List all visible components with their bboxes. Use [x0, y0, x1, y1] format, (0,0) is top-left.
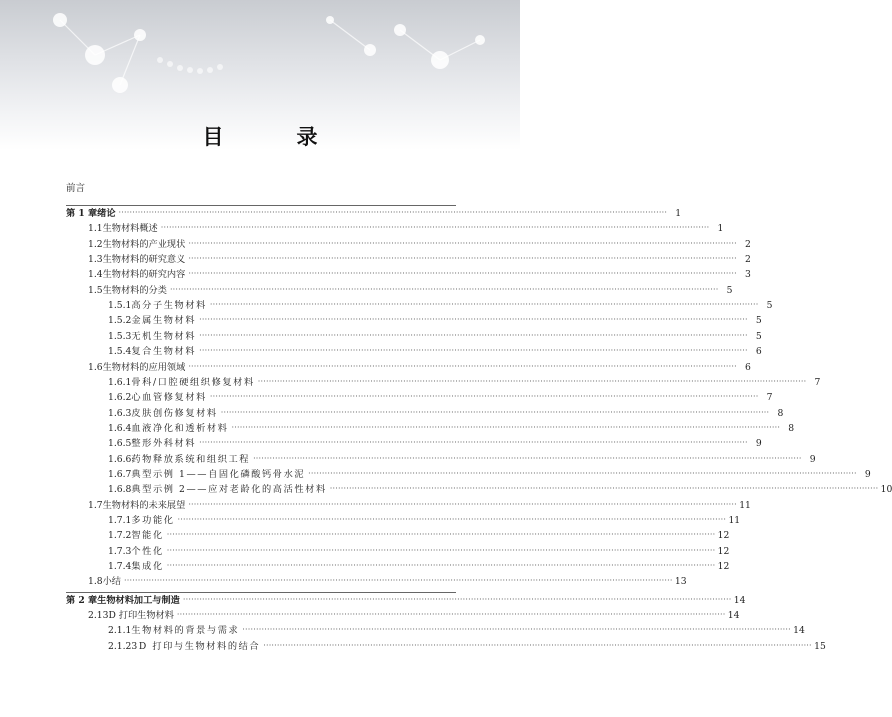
- entry-page-number: 9: [864, 468, 871, 480]
- toc-section-row[interactable]: [0, 358, 751, 374]
- entry-number: 1.6.7: [108, 468, 132, 480]
- dot-leader: ········································································································································································································: [160, 223, 710, 233]
- toc-subsection-row[interactable]: [0, 404, 784, 420]
- entry-page-number: 5: [755, 315, 762, 327]
- entry-page-number: 7: [814, 376, 821, 388]
- entry-page-number: 13: [674, 576, 687, 588]
- toc-subsection-row[interactable]: [0, 419, 795, 435]
- toc-section-row[interactable]: [0, 235, 751, 251]
- dot-leader: ········································································································································································································: [188, 499, 737, 509]
- entry-title: 生物材料的产业现状: [102, 238, 186, 250]
- entry-title: 3D 打印与生物材料的结合: [131, 640, 261, 652]
- dot-leader: ········································································································································································································: [199, 438, 748, 448]
- dot-leader: ········································································································································································································: [242, 625, 791, 635]
- entry-page-number: 2: [745, 238, 751, 250]
- entry-page-number: 12: [717, 561, 730, 573]
- toc-subsection-row[interactable]: [0, 342, 762, 358]
- entry-page-number: 14: [793, 625, 805, 637]
- entry-number: 1.6.3: [108, 407, 132, 419]
- entry-number: 1.8: [88, 576, 103, 588]
- dot-leader: ········································································································································································································: [199, 315, 748, 325]
- entry-page-number: 9: [809, 453, 816, 465]
- entry-title: 骨科/口腔硬组织修复材料: [131, 376, 255, 388]
- entry-number: 1.5.3: [108, 330, 132, 342]
- dot-leader: ········································································································································································································: [308, 468, 857, 478]
- entry-number: 第 1 章: [66, 208, 98, 219]
- entry-page-number: 1: [675, 208, 682, 219]
- entry-title: 小结: [102, 576, 121, 588]
- dot-leader: ········································································································································································································: [188, 238, 737, 248]
- entry-title: 整形外科材料: [131, 438, 197, 450]
- toc-subsection-row[interactable]: [0, 311, 762, 327]
- entry-title: 金属生物材料: [131, 315, 197, 327]
- dot-leader: ········································································································································································································: [182, 594, 732, 604]
- dot-leader: ········································································································································································································: [220, 407, 770, 417]
- toc-subsection-row[interactable]: [0, 465, 871, 481]
- toc-section-row[interactable]: [0, 219, 724, 235]
- dot-leader: ········································································································································································································: [188, 254, 737, 264]
- entry-page-number: 14: [733, 594, 746, 606]
- dot-leader: ········································································································································································································: [166, 561, 716, 571]
- dot-leader: ········································································································································································································: [188, 269, 737, 279]
- toc-subsection-row[interactable]: [0, 373, 821, 389]
- entry-number: 1.7.2: [108, 530, 132, 542]
- entry-number: 1.5.1: [108, 300, 132, 312]
- entry-page-number: 10: [880, 484, 892, 496]
- dot-leader: ········································································································································································································: [199, 346, 748, 356]
- entry-page-number: 12: [717, 530, 730, 542]
- entry-number: 1.5.2: [108, 315, 132, 327]
- entry-number: 1.4: [88, 269, 103, 281]
- toc-subsection-row[interactable]: [0, 450, 816, 466]
- toc-section-row[interactable]: [0, 250, 751, 266]
- toc-chapter-row[interactable]: [0, 591, 746, 607]
- entry-page-number: 1: [717, 223, 724, 235]
- entry-number: 1.6.8: [108, 484, 132, 496]
- entry-page-number: 8: [777, 407, 784, 419]
- entry-number: 1.5: [88, 284, 103, 296]
- dot-leader: ········································································································································································································: [253, 453, 802, 463]
- toc-subsection-row[interactable]: [0, 511, 741, 527]
- entry-title: 复合生物材料: [131, 346, 197, 358]
- dot-leader: ········································································································································································································: [209, 392, 759, 402]
- entry-title: 无机生物材料: [131, 330, 197, 342]
- entry-title: 心血管修复材料: [131, 392, 207, 404]
- entry-page-number: 5: [726, 284, 733, 296]
- entry-page-number: 15: [814, 640, 826, 652]
- dot-leader: ········································································································································································································: [257, 376, 807, 386]
- entry-number: 1.6.5: [108, 438, 132, 450]
- entry-page-number: 2: [745, 254, 751, 266]
- page-title: 目 录: [202, 124, 344, 149]
- toc-subsection-row[interactable]: [0, 296, 773, 312]
- dot-leader: ········································································································································································································: [177, 515, 727, 524]
- entry-page-number: 11: [739, 499, 751, 511]
- entry-title: 多功能化: [131, 515, 175, 526]
- entry-number: 1.5.4: [108, 346, 132, 358]
- toc-subsection-row[interactable]: [0, 327, 762, 343]
- entry-page-number: 5: [766, 300, 773, 312]
- dot-leader: ········································································································································································································: [166, 530, 716, 540]
- toc-subsection-row[interactable]: [0, 637, 826, 653]
- toc-subsection-row[interactable]: [0, 388, 773, 404]
- dot-leader: ········································································································································································································: [124, 576, 673, 586]
- entry-page-number: 14: [727, 610, 740, 622]
- entry-title: 典型示例 2——应对老龄化的高活性材料: [131, 484, 327, 496]
- toc-chapter-row[interactable]: [0, 204, 682, 220]
- entry-number: 1.1: [88, 223, 103, 235]
- entry-number: 1.7: [88, 499, 103, 511]
- entry-page-number: 11: [728, 515, 741, 526]
- entry-page-number: 8: [788, 422, 795, 434]
- entry-title: 生物材料的未来展望: [102, 499, 186, 511]
- dot-leader: ········································································································································································································: [166, 545, 716, 555]
- entry-number: 1.7.3: [108, 545, 132, 557]
- entry-title: 生物材料概述: [102, 223, 158, 235]
- entry-page-number: 9: [755, 438, 762, 450]
- entry-number: 1.6: [88, 361, 103, 373]
- entry-page-number: 6: [755, 346, 762, 358]
- entry-number: 1.6.2: [108, 392, 132, 404]
- entry-page-number: 5: [755, 330, 762, 342]
- entry-page-number: 7: [766, 392, 773, 404]
- entry-title: 生物材料的背景与需求: [131, 625, 240, 637]
- entry-number: 2.1.1: [108, 625, 132, 637]
- preface-entry[interactable]: 前言: [66, 183, 86, 194]
- toc-subsection-row[interactable]: [0, 526, 730, 542]
- entry-title: 药物释放系统和组织工程: [131, 453, 251, 465]
- entry-title: 智能化: [131, 530, 164, 542]
- toc-section-row[interactable]: [0, 265, 751, 281]
- entry-number: 1.2: [88, 238, 103, 250]
- toc-section-row[interactable]: [0, 606, 740, 622]
- dot-leader: ········································································································································································································: [176, 610, 726, 620]
- toc-subsection-row[interactable]: [0, 542, 730, 558]
- toc-subsection-row[interactable]: [0, 434, 762, 450]
- entry-number: 1.7.4: [108, 561, 132, 573]
- dot-leader: ········································································································································································································: [199, 330, 748, 340]
- entry-title: 生物材料加工与制造: [97, 594, 180, 606]
- entry-number: 2.1: [88, 610, 103, 622]
- entry-title: 血液净化和透析材料: [131, 422, 229, 434]
- entry-title: 生物材料的分类: [102, 284, 167, 296]
- dot-leader: ········································································································································································································: [263, 640, 812, 650]
- toc-section-row[interactable]: [0, 572, 687, 588]
- entry-title: 典型示例 1——自固化磷酸钙骨水泥: [131, 468, 306, 480]
- dot-leader: ········································································································································································································: [188, 361, 737, 371]
- entry-title: 高分子生物材料: [131, 300, 207, 312]
- entry-title: 集成化: [131, 561, 164, 573]
- entry-number: 第 2 章: [66, 594, 98, 606]
- entry-title: 绪论: [97, 208, 116, 219]
- toc-section-row[interactable]: [0, 496, 751, 512]
- entry-title: 个性化: [131, 545, 164, 557]
- entry-title: 皮肤创伤修复材料: [131, 407, 218, 419]
- entry-number: 1.6.1: [108, 376, 132, 388]
- entry-page-number: 6: [745, 361, 751, 373]
- entry-number: 1.3: [88, 254, 103, 266]
- toc-subsection-row[interactable]: [0, 480, 892, 496]
- entry-number: 2.1.2: [108, 640, 132, 652]
- entry-page-number: 12: [717, 545, 730, 557]
- entry-title: 生物材料的应用领域: [102, 361, 186, 373]
- toc-subsection-row[interactable]: [0, 621, 805, 637]
- dot-leader: ········································································································································································································: [209, 300, 759, 310]
- dot-leader: ········································································································································································································: [169, 284, 719, 294]
- entry-number: 1.6.4: [108, 422, 132, 434]
- dot-leader: ········································································································································································································: [231, 422, 781, 432]
- entry-title: 3D 打印生物材料: [102, 610, 174, 622]
- toc-subsection-row[interactable]: [0, 557, 730, 573]
- entry-title: 生物材料的研究意义: [102, 254, 186, 266]
- toc-section-row[interactable]: [0, 281, 733, 297]
- dot-leader: ········································································································································································································: [329, 484, 879, 494]
- entry-title: 生物材料的研究内容: [102, 269, 186, 281]
- entry-number: 1.6.6: [108, 453, 132, 465]
- entry-number: 1.7.1: [108, 515, 132, 526]
- entry-page-number: 3: [745, 269, 751, 281]
- dot-leader: ········································································································································································································: [118, 208, 668, 217]
